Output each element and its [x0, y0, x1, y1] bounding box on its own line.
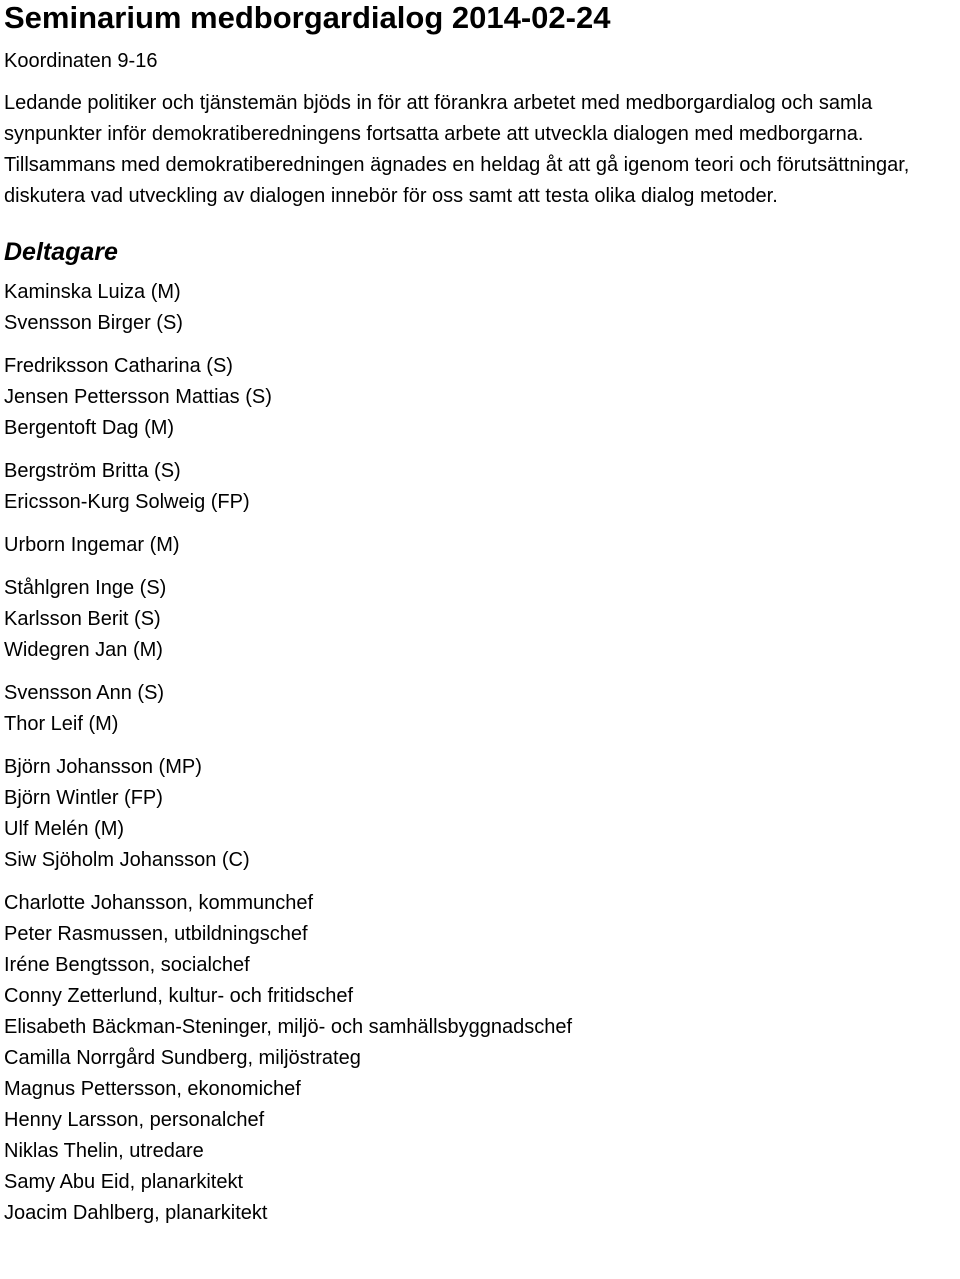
participant-entry: Svensson Birger (S) — [4, 312, 183, 334]
participant-entry: Bergentoft Dag (M) — [4, 417, 175, 439]
venue-text: Koordinaten 9-16 — [4, 50, 158, 72]
participant-group — [4, 573, 954, 666]
participant-entry: Karlsson Berit (S) — [4, 608, 161, 630]
participant-entry: Fredriksson Catharina (S) — [4, 355, 233, 377]
participant-entry: Peter Rasmussen, utbildningschef — [4, 923, 308, 945]
participant-group — [4, 456, 954, 518]
participant-entry: Urborn Ingemar (M) — [4, 534, 180, 556]
participant-entry: Joacim Dahlberg, planarkitekt — [4, 1202, 268, 1224]
participant-group — [4, 530, 954, 561]
participant-list — [4, 277, 954, 1229]
participant-entry: Iréne Bengtsson, socialchef — [4, 954, 250, 976]
participant-group — [4, 888, 954, 1229]
participant-entry: Jensen Pettersson Mattias (S) — [4, 386, 272, 408]
participant-entry: Kaminska Luiza (M) — [4, 281, 181, 303]
participant-entry: Charlotte Johansson, kommunchef — [4, 892, 314, 914]
participant-group — [4, 678, 954, 740]
participant-entry: Elisabeth Bäckman-Steninger, miljö- och samhällsbyggnadschef — [4, 1016, 573, 1038]
participant-entry: Bergström Britta (S) — [4, 460, 181, 482]
participant-entry: Svensson Ann (S) — [4, 682, 165, 704]
participant-entry: Camilla Norrgård Sundberg, miljöstrateg — [4, 1047, 361, 1069]
participant-entry: Henny Larsson, personalchef — [4, 1109, 265, 1131]
participants-heading: Deltagare — [4, 238, 118, 266]
participant-entry: Samy Abu Eid, planarkitekt — [4, 1171, 244, 1193]
participant-group — [4, 351, 954, 444]
participant-entry: Widegren Jan (M) — [4, 639, 163, 661]
participant-group — [4, 277, 954, 339]
participant-entry: Thor Leif (M) — [4, 713, 119, 735]
participant-entry: Magnus Pettersson, ekonomichef — [4, 1078, 301, 1100]
participant-entry: Siw Sjöholm Johansson (C) — [4, 849, 250, 871]
participant-entry: Ericsson-Kurg Solweig (FP) — [4, 491, 250, 513]
document-title: Seminarium medborgardialog 2014-02-24 — [4, 0, 611, 35]
participant-entry: Ståhlgren Inge (S) — [4, 577, 167, 599]
participant-entry: Niklas Thelin, utredare — [4, 1140, 204, 1162]
intro-paragraph: Ledande politiker och tjänstemän bjöds in för att förankra arbetet med medborgardialog och samla synpunkter inför demokratiberedningens fortsatta arbete att utveckla dialogen med medborgarna. Tillsammans med demokratiberedningen ägnades en heldag åt att gå igenom teori och förutsättningar, diskutera vad utveckling av dialogen innebör för oss samt att testa olika dialog metoder. — [4, 92, 910, 207]
participant-entry: Ulf Melén (M) — [4, 818, 125, 840]
participant-entry: Björn Wintler (FP) — [4, 787, 163, 809]
participant-entry: Björn Johansson (MP) — [4, 756, 202, 778]
participant-group — [4, 752, 954, 876]
participant-entry: Conny Zetterlund, kultur- och fritidschef — [4, 985, 354, 1007]
